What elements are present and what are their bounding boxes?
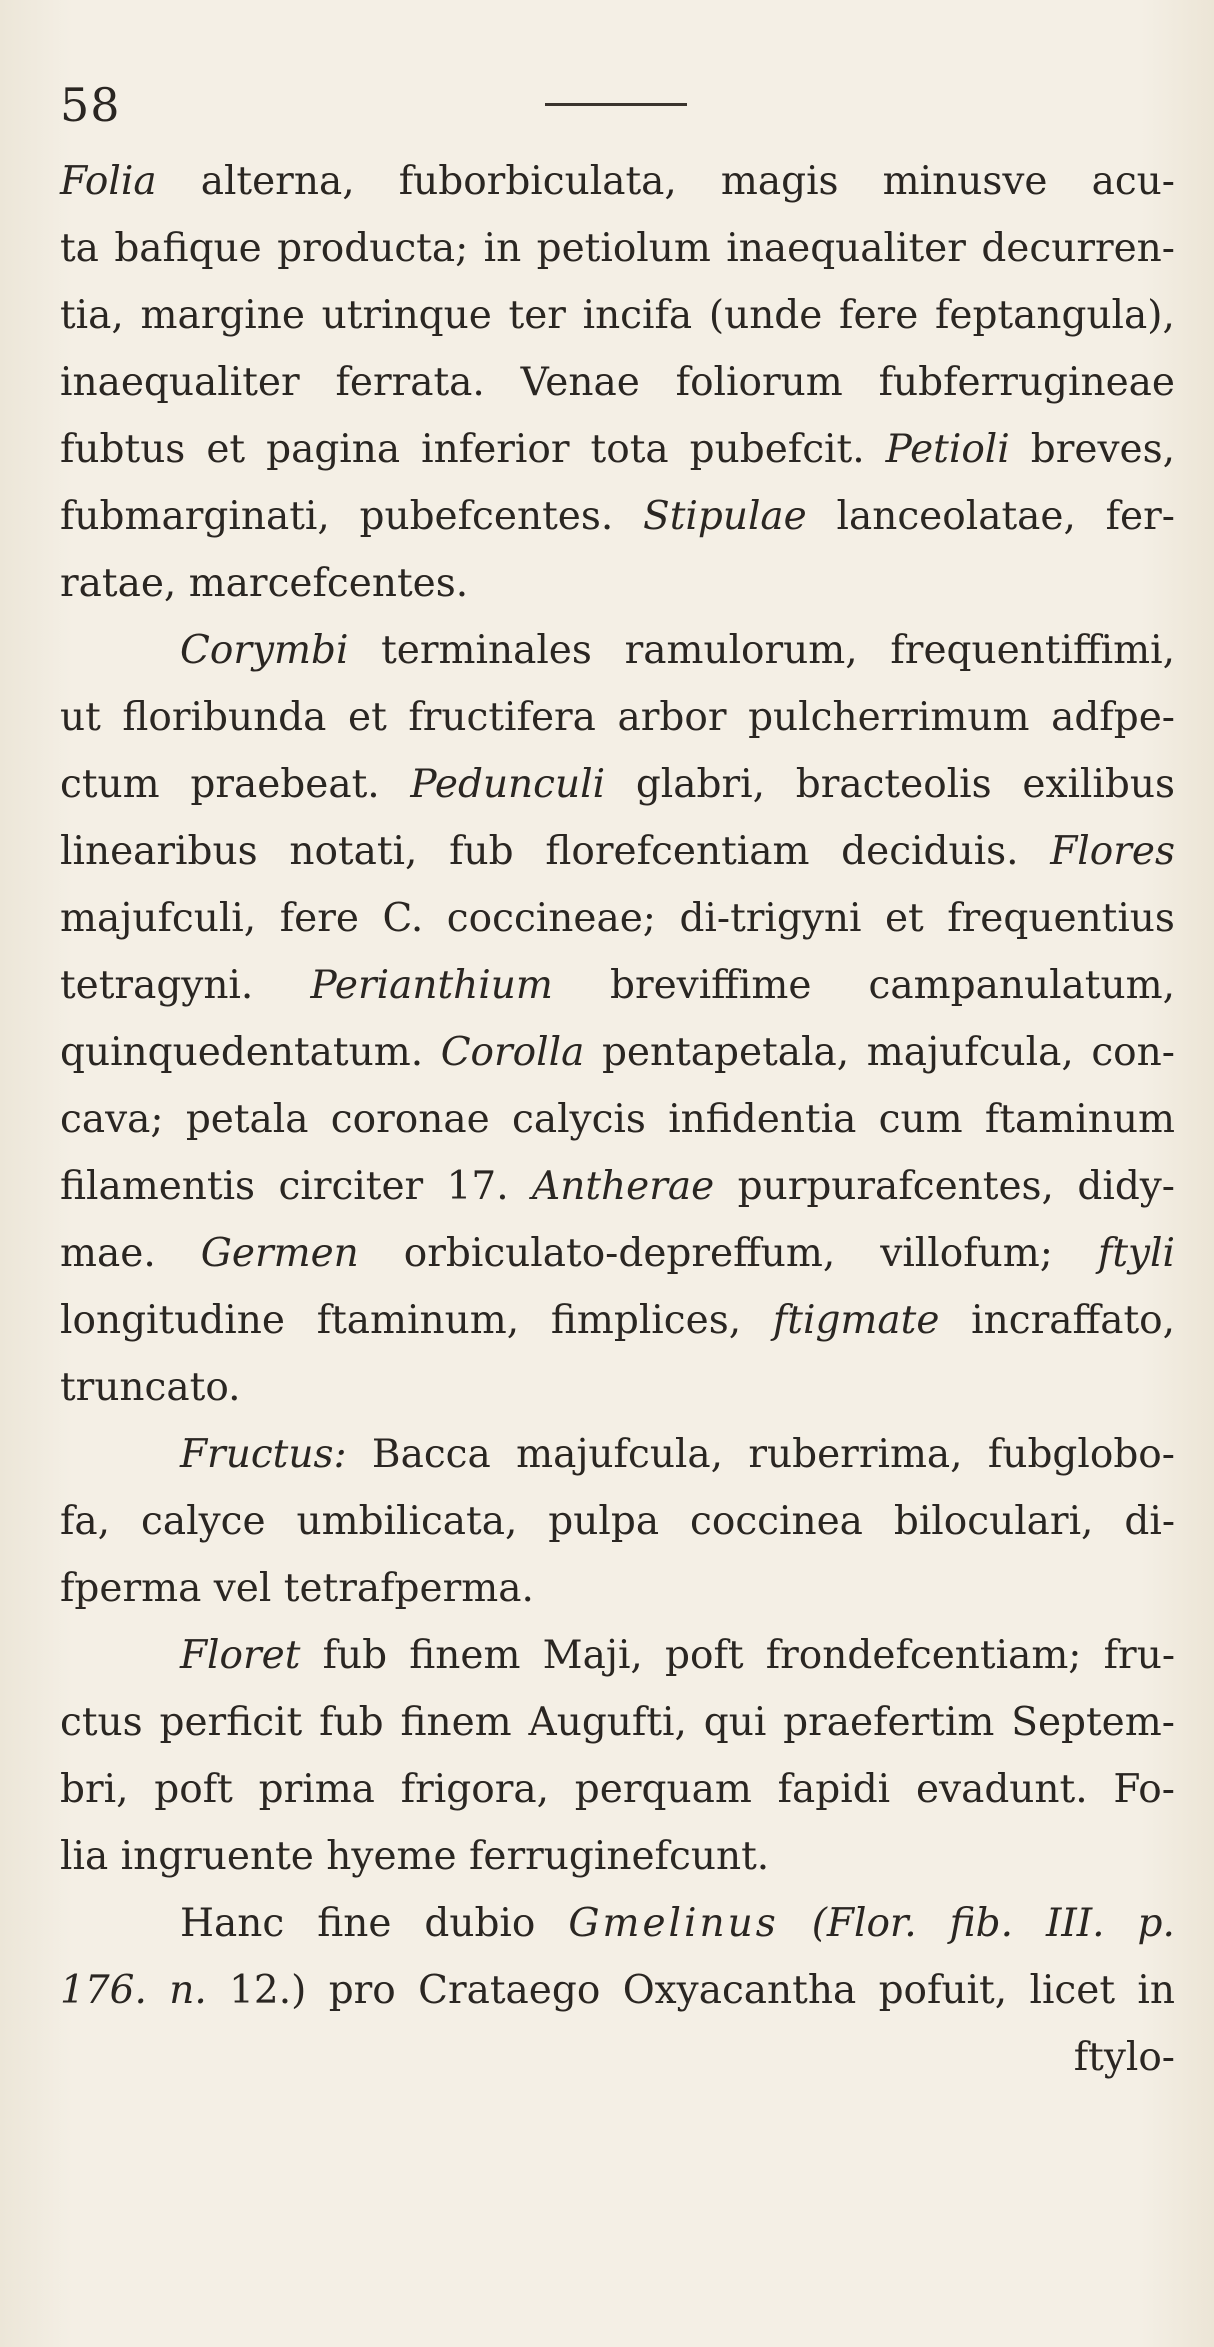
catchword-line xyxy=(60,2024,1175,2091)
word: ferruginefcunt. xyxy=(469,1834,770,1879)
term-stipulae: Stipulae xyxy=(643,494,807,539)
term-perianthium: Perianthium xyxy=(310,963,553,1008)
header-rule xyxy=(545,103,687,106)
word: bracteolis xyxy=(795,762,992,807)
word: fructifera xyxy=(408,695,596,740)
word: decurren- xyxy=(981,226,1175,271)
word: fub xyxy=(449,829,514,874)
word: Hanc xyxy=(180,1901,285,1946)
word: fa, xyxy=(60,1499,111,1544)
word: pulcherrimum xyxy=(748,695,1030,740)
word: campanulatum, xyxy=(868,963,1175,1008)
word: di- xyxy=(1124,1499,1175,1544)
text-line xyxy=(60,1153,1175,1220)
word: fimplices, xyxy=(550,1298,742,1343)
word: con- xyxy=(1091,1030,1175,1075)
word: ter xyxy=(508,293,566,338)
word: praebeat. xyxy=(190,762,380,807)
word: marcefcentes. xyxy=(188,561,469,606)
word: umbilicata, xyxy=(296,1499,518,1544)
word: breves, xyxy=(1030,427,1175,472)
word: frequentiffimi, xyxy=(890,628,1175,673)
word: frondefcentiam; xyxy=(765,1633,1082,1678)
word: bri, xyxy=(60,1767,129,1812)
word: vel xyxy=(213,1566,272,1611)
word: ferrata. xyxy=(335,360,485,405)
word: ruberrima, xyxy=(748,1432,963,1477)
word: Crataego xyxy=(418,1968,601,2013)
word: prima xyxy=(258,1767,375,1812)
word: et xyxy=(884,896,924,941)
word: exilibus xyxy=(1022,762,1175,807)
word: incifa xyxy=(582,293,693,338)
word: fere xyxy=(839,293,919,338)
citation-page-number: 176. xyxy=(60,1968,147,2013)
word: cava; xyxy=(60,1097,164,1142)
word: producta; xyxy=(277,226,469,271)
text-line xyxy=(60,1287,1175,1354)
text-line xyxy=(60,148,1175,215)
citation-page: p. xyxy=(1137,1901,1175,1946)
word: tota xyxy=(590,427,669,472)
word: biloculari, xyxy=(893,1499,1094,1544)
term-stigmate: ftigmate xyxy=(772,1298,940,1343)
text-line xyxy=(60,1421,1175,1488)
word: circiter xyxy=(278,1164,424,1209)
word: alterna, xyxy=(200,159,355,204)
text-line xyxy=(60,1622,1175,1689)
citation-sib: fib. xyxy=(949,1901,1014,1946)
word: in xyxy=(1137,1968,1175,2013)
word: truncato. xyxy=(60,1365,241,1410)
word: pofuit, xyxy=(878,1968,1008,2013)
term-styli: ftyli xyxy=(1097,1231,1175,1276)
text-line xyxy=(60,416,1175,483)
word: finem xyxy=(409,1633,521,1678)
word: orbiculato-depreffum, xyxy=(403,1231,836,1276)
word: villofum; xyxy=(880,1231,1053,1276)
term-pedunculi: Pedunculi xyxy=(410,762,606,807)
word: majufcula, xyxy=(516,1432,724,1477)
word: coronae xyxy=(330,1097,490,1142)
word: ramulorum, xyxy=(624,628,858,673)
word: ctum xyxy=(60,762,160,807)
word: et xyxy=(347,695,387,740)
word: et xyxy=(206,427,246,472)
word: Oxyacantha xyxy=(622,1968,857,2013)
word: majufculi, xyxy=(60,896,257,941)
word: acu- xyxy=(1091,159,1175,204)
word: tetragyni. xyxy=(60,963,254,1008)
word: dubio xyxy=(424,1901,536,1946)
word: lia xyxy=(60,1834,109,1879)
text-line xyxy=(60,550,1175,617)
word: ut xyxy=(60,695,101,740)
word: arbor xyxy=(617,695,727,740)
body-text xyxy=(60,148,1175,2091)
page-number: 58 xyxy=(60,78,121,132)
word: pulpa xyxy=(548,1499,660,1544)
word: licet xyxy=(1029,1968,1116,2013)
word: terminales xyxy=(381,628,592,673)
word: coccineae; xyxy=(446,896,656,941)
word: ftaminum xyxy=(984,1097,1175,1142)
word: deciduis. xyxy=(841,829,1019,874)
word: 12.) xyxy=(229,1968,307,2013)
word: fapidi xyxy=(777,1767,891,1812)
word: ftaminum, xyxy=(316,1298,520,1343)
word: poft xyxy=(665,1633,744,1678)
word: poft xyxy=(154,1767,233,1812)
word: didy- xyxy=(1077,1164,1175,1209)
word: inferior xyxy=(421,427,570,472)
word: fubtus xyxy=(60,427,186,472)
text-line xyxy=(60,1488,1175,1555)
term-fructus: Fructus: xyxy=(180,1432,347,1477)
citation-volume: III. xyxy=(1045,1901,1105,1946)
word: magis xyxy=(720,159,839,204)
word: purpurafcentes, xyxy=(737,1164,1054,1209)
text-line xyxy=(60,1890,1175,1957)
word: floribunda xyxy=(122,695,327,740)
word: frequentius xyxy=(947,896,1175,941)
word: margine xyxy=(140,293,305,338)
word: qui xyxy=(703,1700,767,1745)
word: Fo- xyxy=(1113,1767,1175,1812)
word: pubefcentes. xyxy=(359,494,614,539)
text-line xyxy=(60,215,1175,282)
word: ctus xyxy=(60,1700,143,1745)
word: coccinea xyxy=(690,1499,863,1544)
word: petala xyxy=(185,1097,309,1142)
word: fperma xyxy=(60,1566,202,1611)
word: Septem- xyxy=(1011,1700,1175,1745)
text-line xyxy=(60,684,1175,751)
text-line xyxy=(60,1689,1175,1756)
text-line xyxy=(60,1354,1175,1421)
word: utrinque xyxy=(321,293,492,338)
word: foliorum xyxy=(675,360,843,405)
word: breviffime xyxy=(609,963,812,1008)
word: evadunt. xyxy=(915,1767,1088,1812)
text-line xyxy=(60,952,1175,1019)
word: frigora, xyxy=(400,1767,550,1812)
word: perquam xyxy=(574,1767,752,1812)
word: fere xyxy=(279,896,359,941)
word: cum xyxy=(878,1097,963,1142)
word: fuborbiculata, xyxy=(398,159,677,204)
word: tia, xyxy=(60,293,124,338)
text-line xyxy=(60,818,1175,885)
text-line xyxy=(60,1957,1175,2024)
word: fubferrugineae xyxy=(878,360,1175,405)
word: ratae, xyxy=(60,561,177,606)
text-line xyxy=(60,1019,1175,1086)
word: adfpe- xyxy=(1051,695,1175,740)
word: hyeme xyxy=(326,1834,457,1879)
word: calycis xyxy=(511,1097,646,1142)
text-line xyxy=(60,617,1175,684)
word: linearibus xyxy=(60,829,258,874)
text-line xyxy=(60,1823,1175,1890)
word: pagina xyxy=(266,427,401,472)
word: fubglobo- xyxy=(987,1432,1175,1477)
word: inaequaliter xyxy=(726,226,966,271)
word: 17. xyxy=(446,1164,509,1209)
word: feptangula), xyxy=(934,293,1175,338)
word: praefertim xyxy=(783,1700,995,1745)
word: majufcula, xyxy=(866,1030,1074,1075)
word: C. xyxy=(382,896,424,941)
word: notati, xyxy=(289,829,418,874)
word: fub xyxy=(319,1700,384,1745)
text-line xyxy=(60,1086,1175,1153)
term-floret: Floret xyxy=(180,1633,301,1678)
word: di-trigyni xyxy=(679,896,862,941)
text-line xyxy=(60,751,1175,818)
word: (unde xyxy=(708,293,823,338)
word: pentapetala, xyxy=(601,1030,850,1075)
word: calyce xyxy=(141,1499,266,1544)
word: fub xyxy=(322,1633,388,1678)
word: bafique xyxy=(114,226,262,271)
word: infidentia xyxy=(668,1097,857,1142)
word: mae. xyxy=(60,1231,156,1276)
word: filamentis xyxy=(60,1164,256,1209)
word: ta xyxy=(60,226,99,271)
word: Bacca xyxy=(371,1432,491,1477)
term-flores: Flores xyxy=(1050,829,1175,874)
catchword: ftylo- xyxy=(1073,2035,1175,2080)
citation-flor: (Flor. xyxy=(811,1901,917,1946)
term-folia: Folia xyxy=(60,159,157,204)
term-corymbi: Corymbi xyxy=(180,628,349,673)
word: finem xyxy=(400,1700,512,1745)
word: quinquedentatum. xyxy=(60,1030,424,1075)
word: fru- xyxy=(1103,1633,1175,1678)
term-germen: Germen xyxy=(200,1231,359,1276)
text-line xyxy=(60,1220,1175,1287)
word: Augufti, xyxy=(528,1700,687,1745)
text-line xyxy=(60,1555,1175,1622)
term-corolla: Corolla xyxy=(440,1030,585,1075)
text-line xyxy=(60,1756,1175,1823)
word: fubmarginati, xyxy=(60,494,330,539)
word: petiolum xyxy=(536,226,711,271)
word: tetrafperma. xyxy=(283,1566,534,1611)
text-line xyxy=(60,282,1175,349)
word: glabri, xyxy=(635,762,765,807)
text-line xyxy=(60,349,1175,416)
word: incraffato, xyxy=(971,1298,1175,1343)
word: Maji, xyxy=(542,1633,643,1678)
word: Venae xyxy=(520,360,640,405)
term-petioli: Petioli xyxy=(885,427,1010,472)
word: lanceolatae, xyxy=(836,494,1076,539)
text-line xyxy=(60,885,1175,952)
word: fine xyxy=(317,1901,392,1946)
word: florefcentiam xyxy=(545,829,810,874)
word: pro xyxy=(328,1968,396,2013)
word: perficit xyxy=(159,1700,303,1745)
citation-n: n. xyxy=(169,1968,207,2013)
word: inaequaliter xyxy=(60,360,300,405)
word: minusve xyxy=(882,159,1048,204)
author-gmelinus: Gmelinus xyxy=(568,1901,779,1946)
word: in xyxy=(483,226,522,271)
text-line xyxy=(60,483,1175,550)
word: longitudine xyxy=(60,1298,285,1343)
word: ingruente xyxy=(120,1834,314,1879)
word: pubefcit. xyxy=(689,427,865,472)
word: fer- xyxy=(1105,494,1175,539)
term-antherae: Antherae xyxy=(532,1164,715,1209)
